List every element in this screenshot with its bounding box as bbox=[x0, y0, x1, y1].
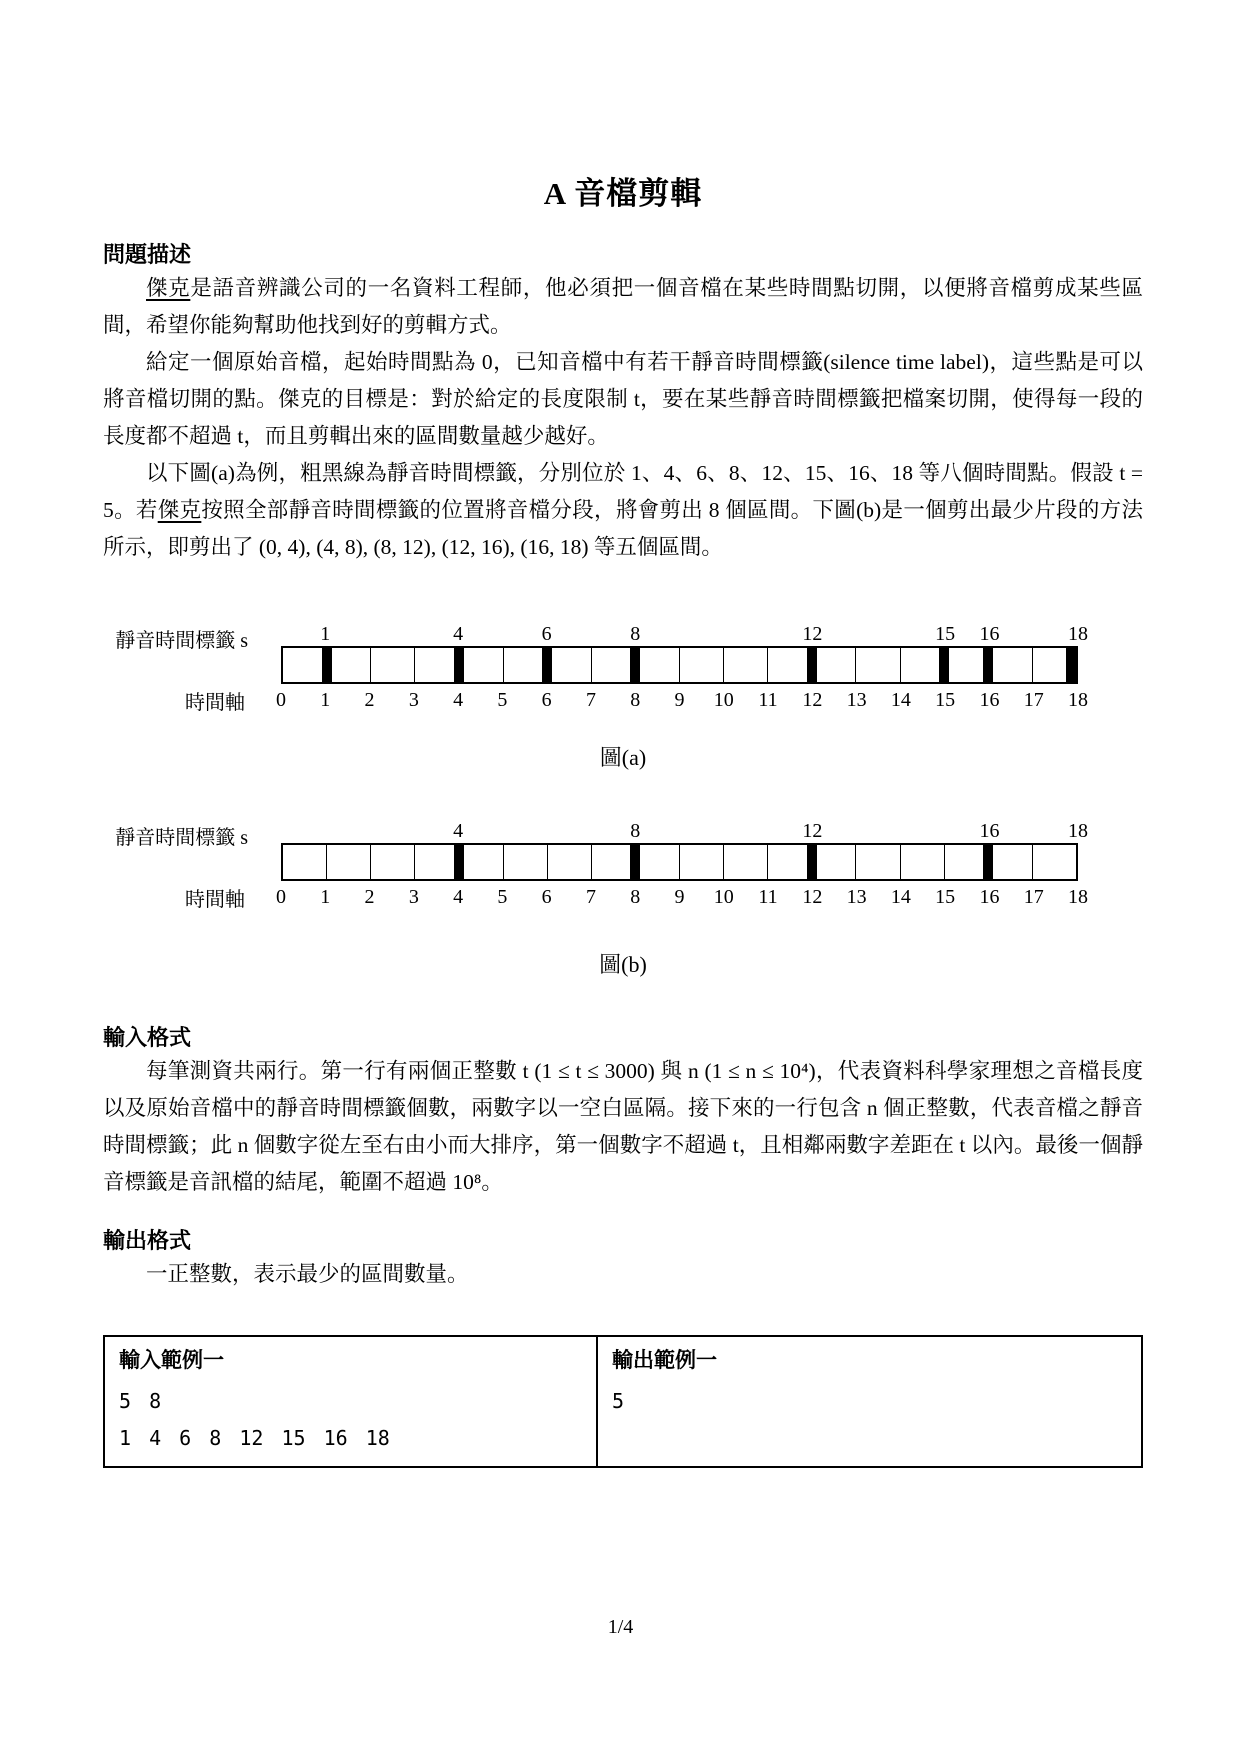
figure-b-time-axis-label: 時間軸 bbox=[185, 889, 245, 911]
axis-tick-label: 2 bbox=[364, 886, 375, 908]
silence-time-label: 1 bbox=[320, 623, 331, 645]
sample-output-header: 輸出範例一 bbox=[612, 1348, 718, 1372]
timeline-cell bbox=[856, 845, 900, 879]
timeline-cell bbox=[856, 648, 900, 682]
page-number: 1/4 bbox=[607, 1616, 634, 1638]
input-format-paragraph: 每筆測資共兩行。第一行有兩個正整數 t (1 ≤ t ≤ 3000) 與 n (1 ≤ n ≤ 10⁴)，代表資料科學家理想之音檔長度以及原始音檔中的靜音時間標籤個數，兩數字以一空白區隔。接下來的一行包含 n 個正整數，代表音檔之靜音時間標籤；此 n 個數字從左至右由小而大排序，第一個數字不超過 t，且相鄰兩數字差距在 t 以內。最後一個靜音標籤是音訊檔的結尾，範圍不超過 10⁸。 bbox=[103, 1059, 1143, 1194]
samples-table bbox=[103, 1335, 1143, 1468]
axis-tick-label: 14 bbox=[890, 689, 911, 711]
timeline-cell bbox=[680, 648, 724, 682]
figure-a-silence-label: 靜音時間標籤 s bbox=[115, 630, 248, 652]
axis-tick-label: 18 bbox=[1068, 689, 1088, 711]
figure-a-timeline-bar bbox=[281, 646, 1078, 684]
silence-mark bbox=[1066, 648, 1076, 682]
timeline-cell bbox=[504, 845, 548, 879]
timeline-cell bbox=[415, 845, 459, 879]
axis-tick-label: 3 bbox=[408, 886, 419, 908]
axis-tick-label: 12 bbox=[802, 689, 823, 711]
silence-mark bbox=[939, 648, 949, 682]
axis-tick-label: 8 bbox=[630, 689, 641, 711]
timeline-cell bbox=[812, 845, 856, 879]
axis-tick-label: 14 bbox=[890, 886, 911, 908]
figure-a-timeline bbox=[103, 620, 1143, 714]
axis-tick-label: 13 bbox=[846, 689, 867, 711]
description-paragraph-1 bbox=[103, 270, 1143, 344]
axis-tick-label: 6 bbox=[541, 886, 552, 908]
timeline-cell bbox=[548, 845, 592, 879]
section-heading-input-format: 輸入格式 bbox=[103, 1025, 192, 1050]
timeline-cell bbox=[415, 648, 459, 682]
axis-tick-label: 16 bbox=[979, 689, 1000, 711]
silence-time-label: 18 bbox=[1068, 623, 1088, 645]
silence-time-label: 4 bbox=[453, 820, 464, 842]
samples-table-row bbox=[104, 1336, 1142, 1467]
timeline-cell bbox=[636, 648, 680, 682]
axis-tick-label: 15 bbox=[935, 886, 956, 908]
figure-a-silence-time-labels bbox=[281, 620, 1088, 646]
timeline-cell bbox=[724, 845, 768, 879]
silence-mark bbox=[454, 648, 464, 682]
axis-tick-label: 6 bbox=[541, 689, 552, 711]
timeline-cell bbox=[724, 648, 768, 682]
silence-mark bbox=[542, 648, 552, 682]
axis-tick-label: 4 bbox=[453, 886, 464, 908]
timeline-cell bbox=[371, 648, 415, 682]
silence-time-label: 16 bbox=[979, 623, 1000, 645]
silence-time-label: 8 bbox=[630, 820, 641, 842]
timeline-cell bbox=[901, 845, 945, 879]
axis-tick-label: 7 bbox=[585, 886, 596, 908]
timeline-cell bbox=[459, 845, 503, 879]
silence-mark bbox=[807, 648, 817, 682]
axis-tick-label: 11 bbox=[758, 886, 778, 908]
timeline-cell bbox=[548, 648, 592, 682]
axis-tick-label: 9 bbox=[674, 689, 685, 711]
axis-tick-label: 11 bbox=[758, 689, 778, 711]
axis-tick-label: 5 bbox=[497, 886, 508, 908]
silence-mark bbox=[322, 648, 332, 682]
silence-mark bbox=[983, 648, 993, 682]
timeline-cell bbox=[636, 845, 680, 879]
figure-a-time-axis-label: 時間軸 bbox=[185, 692, 245, 714]
axis-tick-label: 3 bbox=[408, 689, 419, 711]
figure-b-silence-time-labels bbox=[281, 817, 1088, 843]
axis-tick-label: 13 bbox=[846, 886, 867, 908]
timeline-cell bbox=[592, 648, 636, 682]
timeline-cell bbox=[812, 648, 856, 682]
axis-tick-label: 15 bbox=[935, 689, 956, 711]
figure-a-axis-ticks bbox=[276, 684, 1088, 714]
sample-code-line: 5 8 bbox=[119, 1389, 162, 1413]
timeline-cell bbox=[989, 648, 1033, 682]
timeline-cell bbox=[680, 845, 724, 879]
sample-input-header: 輸入範例一 bbox=[119, 1348, 224, 1372]
sample-output-cell bbox=[597, 1336, 1142, 1467]
silence-time-label: 16 bbox=[979, 820, 1000, 842]
silence-mark bbox=[454, 845, 464, 879]
sample-input-lines bbox=[119, 1389, 582, 1450]
silence-time-label: 15 bbox=[935, 623, 956, 645]
timeline-cell bbox=[283, 845, 327, 879]
timeline-cell bbox=[592, 845, 636, 879]
axis-tick-label: 9 bbox=[674, 886, 685, 908]
sample-input-cell bbox=[104, 1336, 597, 1467]
figure-a-grid bbox=[276, 620, 1088, 714]
sample-code-line: 5 bbox=[612, 1389, 625, 1413]
timeline-cell bbox=[371, 845, 415, 879]
silence-time-label: 12 bbox=[802, 623, 823, 645]
axis-tick-label: 5 bbox=[497, 689, 508, 711]
sample-output-lines bbox=[612, 1389, 1127, 1413]
description-paragraph-2 bbox=[103, 344, 1143, 455]
silence-time-label: 8 bbox=[630, 623, 641, 645]
silence-time-label: 4 bbox=[453, 623, 464, 645]
silence-time-label: 18 bbox=[1068, 820, 1088, 842]
figure-b-timeline-bar bbox=[281, 843, 1078, 881]
section-heading-output-format: 輸出格式 bbox=[103, 1228, 192, 1253]
axis-tick-label: 17 bbox=[1023, 689, 1044, 711]
timeline-cell bbox=[327, 648, 371, 682]
axis-tick-label: 0 bbox=[276, 689, 286, 711]
figure-b-timeline bbox=[103, 817, 1143, 911]
underlined-text: 傑克 bbox=[146, 276, 191, 300]
page-title: A 音檔剪輯 bbox=[543, 176, 703, 211]
axis-tick-label: 8 bbox=[630, 886, 641, 908]
figure-a-caption: 圖(a) bbox=[599, 745, 647, 770]
silence-time-label: 12 bbox=[802, 820, 823, 842]
sample-code-line: 1 4 6 8 12 15 16 18 bbox=[119, 1426, 390, 1450]
description-paragraph-3 bbox=[103, 455, 1143, 566]
axis-tick-label: 17 bbox=[1023, 886, 1044, 908]
axis-tick-label: 4 bbox=[453, 689, 464, 711]
text-run: 是語音辨識公司的一名資料工程師，他必須把一個音檔在某些時間點切開，以便將音檔剪成某些區間，希望你能夠幫助他找到好的剪輯方式。 bbox=[103, 276, 1143, 337]
silence-mark bbox=[983, 845, 993, 879]
silence-time-label: 6 bbox=[541, 623, 552, 645]
axis-tick-label: 2 bbox=[364, 689, 375, 711]
figure-b-axis-ticks bbox=[276, 881, 1088, 911]
axis-tick-label: 16 bbox=[979, 886, 1000, 908]
figure-b-silence-label: 靜音時間標籤 s bbox=[115, 827, 248, 849]
axis-tick-label: 10 bbox=[713, 886, 734, 908]
silence-mark bbox=[807, 845, 817, 879]
text-run: 給定一個原始音檔，起始時間點為 0，已知音檔中有若干靜音時間標籤(silence time label)，這些點是可以將音檔切開的點。傑克的目標是：對於給定的長度限制 t，要在某些靜音時間標籤把檔案切開，使得每一段的長度都不超過 t，而且剪輯出來的區間數量越少越好。 bbox=[103, 350, 1143, 448]
text-run: 以下圖(a)為例，粗黑線為靜音時間標籤，分別位於 1、4、6、8、12、15、16、18 等八個時間點。假設 t = 5。若 bbox=[103, 461, 1143, 522]
timeline-cell bbox=[327, 845, 371, 879]
page-content bbox=[103, 0, 1143, 1468]
figure-b-grid bbox=[276, 817, 1088, 911]
silence-mark bbox=[630, 845, 640, 879]
axis-tick-label: 12 bbox=[802, 886, 823, 908]
axis-tick-label: 1 bbox=[320, 886, 331, 908]
output-format-paragraph: 一正整數，表示最少的區間數量。 bbox=[146, 1262, 469, 1286]
axis-tick-label: 1 bbox=[320, 689, 331, 711]
figure-b-caption: 圖(b) bbox=[599, 952, 647, 977]
timeline-cell bbox=[504, 648, 548, 682]
timeline-cell bbox=[1033, 845, 1076, 879]
section-heading-problem-description: 問題描述 bbox=[103, 242, 192, 267]
axis-tick-label: 10 bbox=[713, 689, 734, 711]
timeline-cell bbox=[459, 648, 503, 682]
axis-tick-label: 18 bbox=[1068, 886, 1088, 908]
axis-tick-label: 7 bbox=[585, 689, 596, 711]
axis-tick-label: 0 bbox=[276, 886, 286, 908]
text-run: 按照全部靜音時間標籤的位置將音檔分段，將會剪出 8 個區間。下圖(b)是一個剪出最少片段的方法所示，即剪出了 (0, 4), (4, 8), (8, 12), (12, 16), (16, 18) 等五個區間。 bbox=[103, 498, 1143, 559]
timeline-cell bbox=[283, 648, 327, 682]
silence-mark bbox=[630, 648, 640, 682]
underlined-text: 傑克 bbox=[157, 498, 202, 522]
timeline-cell bbox=[989, 845, 1033, 879]
